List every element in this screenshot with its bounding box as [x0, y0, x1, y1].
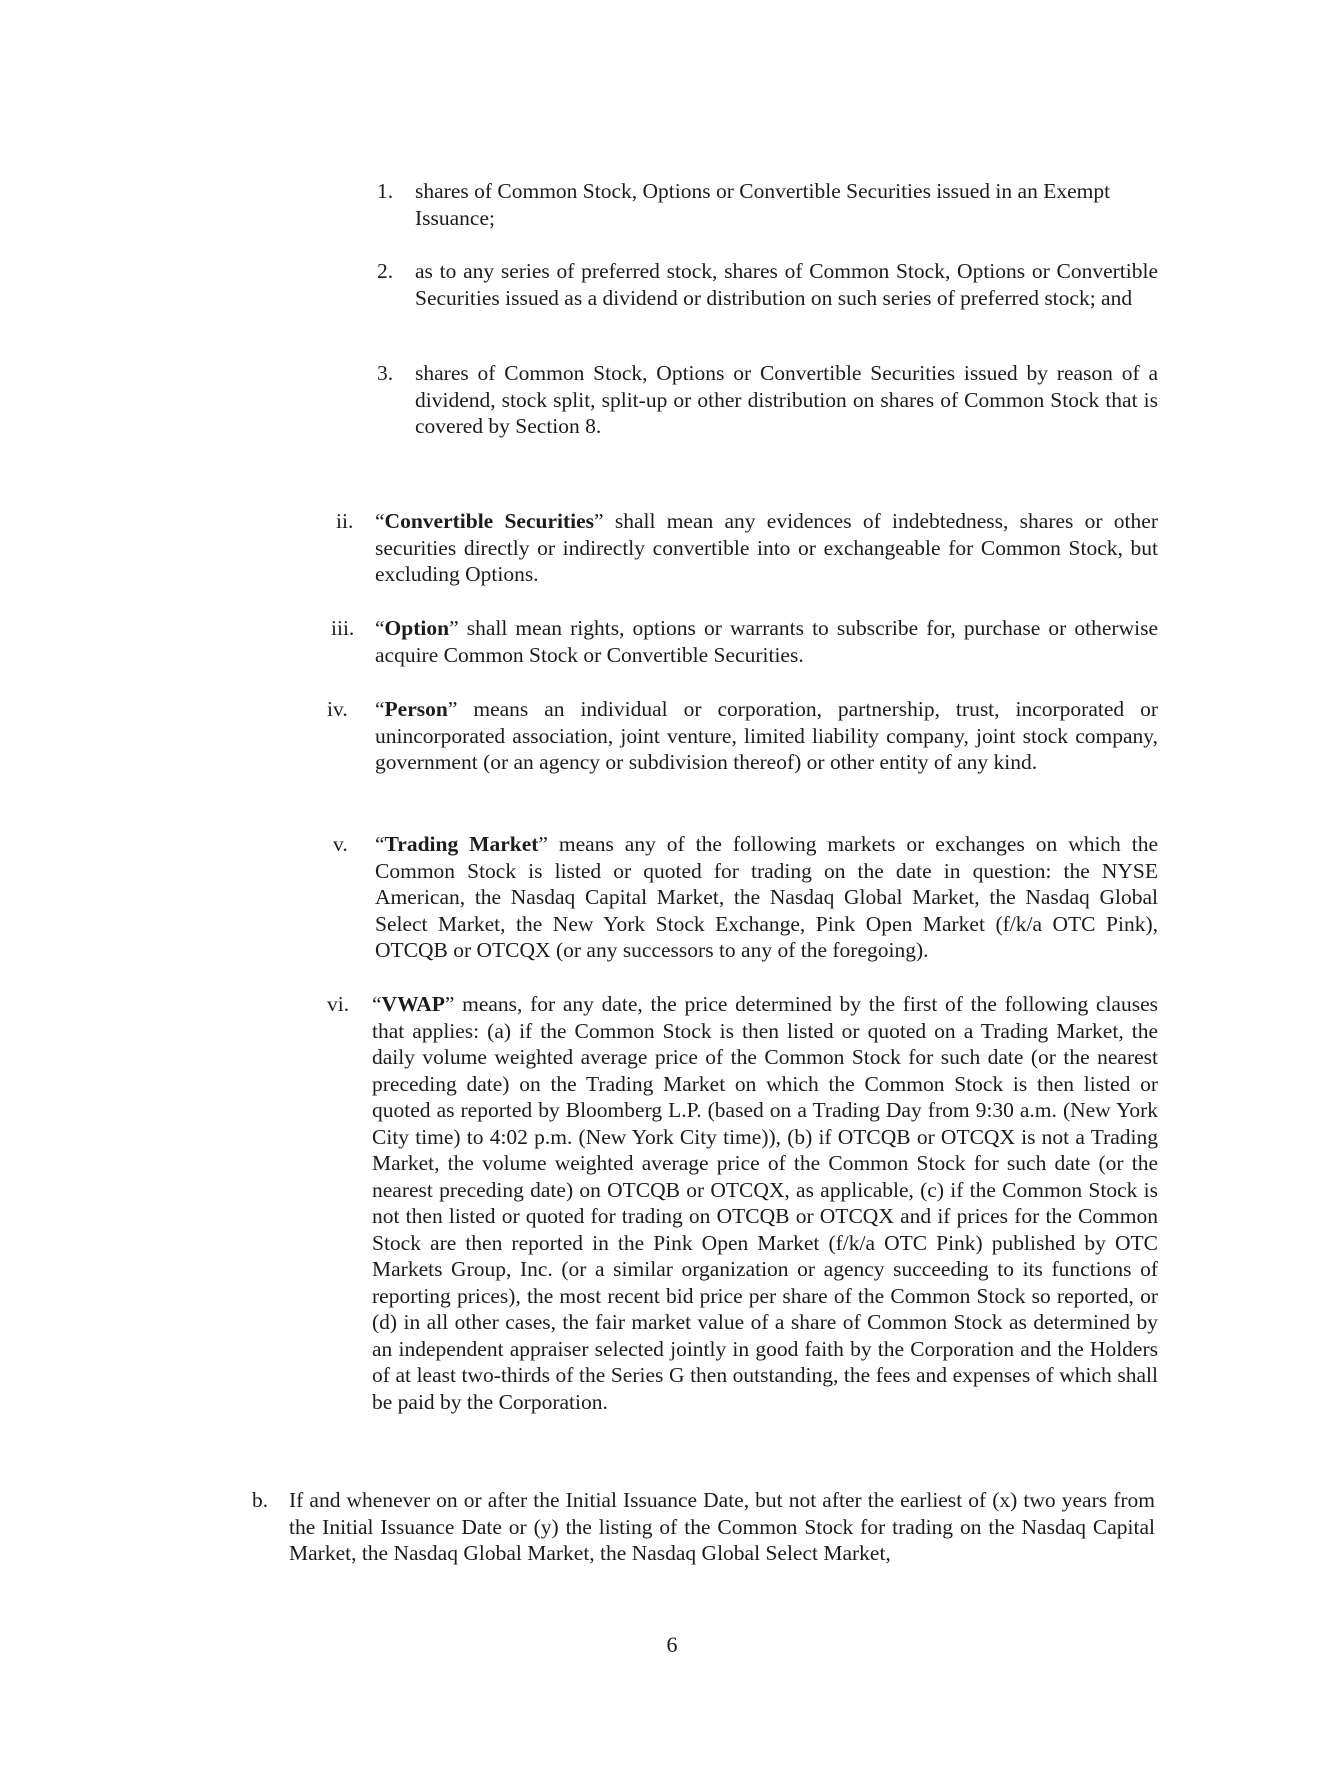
page-number: 6 — [666, 1632, 678, 1657]
close-quote: ” — [447, 697, 458, 721]
definition-number: vi. — [327, 992, 350, 1016]
paragraph-number: b. — [252, 1488, 269, 1512]
definition-body: means, for any date, the price determined by the first of the following clauses that applies: (a) if the Common Stock is then listed or quoted on a Trading Market, the daily volume weighted average price of the Common Stock for such date (or the nearest preceding date) on the Trading Market on which the Common Stock is then listed or quoted as reported by Bloomberg L.P. (based on a Trading Day from 9:30 a.m. (New York City time) to 4:02 p.m. (New York City time)), (b) if OTCQB or OTCQX is not a Trading Market, the volume weighted average price of the Common Stock for such date (or the nearest preceding date) on OTCQB or OTCQX, as applicable, (c) if the Common Stock is not then listed or quoted for trading on OTCQB or OTCQX and if prices for the Common Stock are then reported in the Pink Open Market (f/k/a OTC Pink) published by OTC Markets Group, Inc. (or a similar organization or agency succeeding to its functions of reporting prices), the most recent bid price per share of the Common Stock so reported, or (d) in all other cases, the fair market value of a share of Common Stock as determined by an independent appraiser selected jointly in good faith by the Corporation and the Holders of at least two-thirds of the Series G then outstanding, the fees and expenses of which shall be paid by the Corporation. — [372, 992, 1158, 1414]
open-quote: “ — [372, 992, 382, 1016]
close-quote: ” — [449, 616, 459, 640]
sub-item-number: 1. — [377, 179, 394, 203]
definition-body: shall mean rights, options or warrants to subscribe for, purchase or otherwise acquire Common Stock or Convertible Securities. — [375, 616, 1158, 667]
definition-text — [375, 831, 1158, 964]
open-quote: “ — [375, 616, 385, 640]
definition-text — [375, 508, 1158, 588]
close-quote: ” — [538, 832, 548, 856]
defined-term: Person — [384, 697, 448, 721]
definition-text — [375, 615, 1158, 668]
definition-number: ii. — [336, 509, 354, 533]
definition-text — [375, 696, 1158, 776]
defined-term: VWAP — [381, 992, 445, 1016]
sub-item-number: 3. — [377, 361, 394, 385]
sub-item-number: 2. — [377, 259, 394, 283]
defined-term: Option — [384, 616, 450, 640]
definition-body: means an individual or corporation, partnership, trust, incorporated or unincorporated association, joint venture, limited liability company, joint stock company, government (or an agency or subdivision thereof) or other entity of any kind. — [375, 697, 1158, 774]
definition-text — [372, 991, 1158, 1415]
close-quote: ” — [444, 992, 455, 1016]
open-quote: “ — [375, 509, 385, 533]
definition-number: v. — [333, 832, 348, 856]
definition-body: shall mean any evidences of indebtedness, shares or other securities directly or indirectly convertible into or exchangeable for Common Stock, but excluding Options. — [375, 509, 1158, 586]
close-quote: ” — [594, 509, 604, 533]
definition-number: iii. — [331, 616, 355, 640]
sub-item-text: shares of Common Stock, Options or Convertible Securities issued in an Exempt Issuance; — [415, 179, 1111, 230]
sub-item-text: as to any series of preferred stock, shares of Common Stock, Options or Convertible Securities issued as a dividend or distribution on such series of preferred stock; and — [415, 259, 1158, 310]
defined-term: Trading Market — [384, 832, 539, 856]
definition-number: iv. — [327, 697, 348, 721]
defined-term: Convertible Securities — [384, 509, 595, 533]
open-quote: “ — [375, 832, 385, 856]
sub-item-text: shares of Common Stock, Options or Convertible Securities issued by reason of a dividend, stock split, split-up or other distribution on shares of Common Stock that is covered by Section 8. — [415, 361, 1158, 438]
open-quote: “ — [375, 697, 385, 721]
definition-body: means any of the following markets or exchanges on which the Common Stock is listed or quoted for trading on the date in question: the NYSE American, the Nasdaq Capital Market, the Nasdaq Global Market, the Nasdaq Global Select Market, the New York Stock Exchange, Pink Open Market (f/k/a OTC Pink), OTCQB or OTCQX (or any successors to any of the foregoing). — [375, 832, 1158, 962]
paragraph-text: If and whenever on or after the Initial Issuance Date, but not after the earliest of (x) two years from the Initial Issuance Date or (y) the listing of the Common Stock for trading on the Nasdaq Capital Market, the Nasdaq Global Market, the Nasdaq Global Select Market, — [289, 1488, 1155, 1565]
